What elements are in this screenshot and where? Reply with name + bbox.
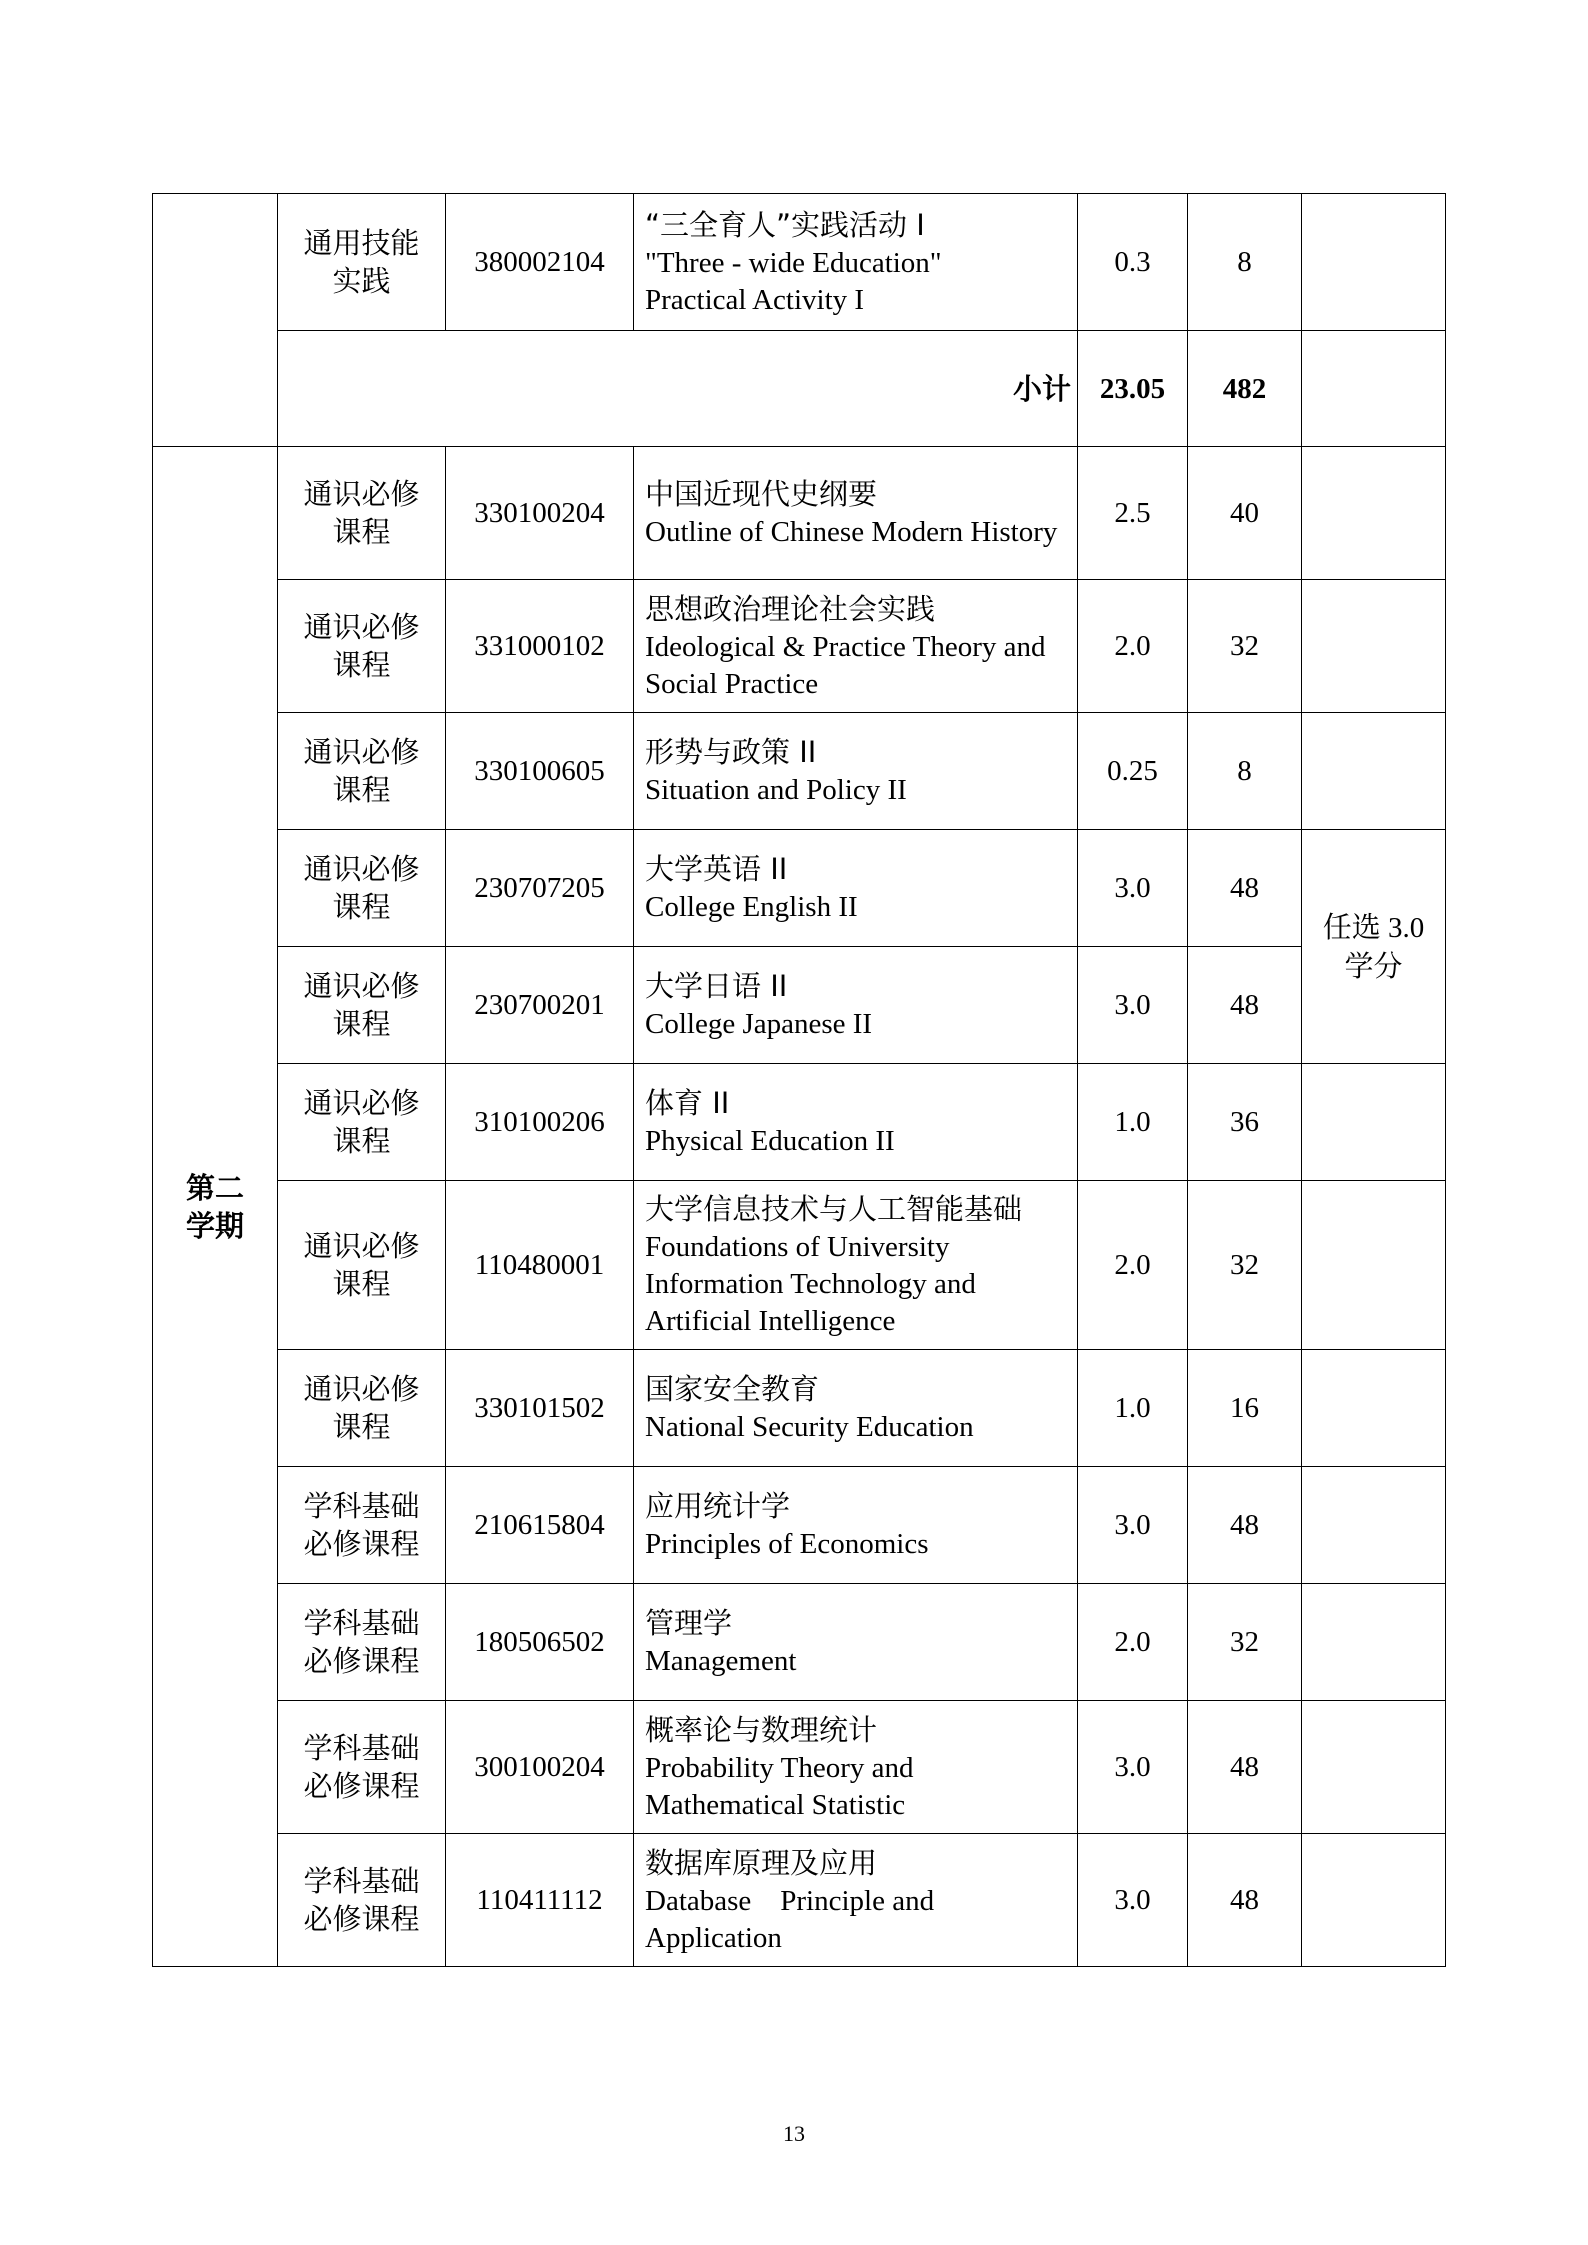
course-category: 通识必修课程 bbox=[278, 830, 446, 947]
course-code: 330100605 bbox=[446, 713, 634, 830]
course-hours: 32 bbox=[1188, 1584, 1302, 1701]
course-category: 通用技能实践 bbox=[278, 194, 446, 331]
course-name-zh: 概率论与数理统计 bbox=[645, 1712, 878, 1747]
course-category: 学科基础必修课程 bbox=[278, 1467, 446, 1584]
course-name-zh: 数据库原理及应用 bbox=[645, 1845, 878, 1880]
course-name-en: Management bbox=[645, 1645, 797, 1677]
semester-label-cell bbox=[153, 447, 278, 1967]
semester-two-body bbox=[153, 447, 1446, 1967]
course-name-zh: 管理学 bbox=[645, 1606, 733, 1640]
subtotal-row bbox=[153, 331, 1446, 447]
course-credits: 2.5 bbox=[1078, 447, 1188, 580]
course-name-en: Physical Education II bbox=[645, 1125, 895, 1157]
course-hours: 36 bbox=[1188, 1064, 1302, 1181]
course-code: 380002104 bbox=[446, 194, 634, 331]
table-row bbox=[153, 1350, 1446, 1467]
course-name bbox=[634, 1467, 1078, 1584]
table-row bbox=[153, 713, 1446, 830]
course-name-zh: 思想政治理论社会实践 bbox=[645, 591, 936, 626]
course-category: 学科基础必修课程 bbox=[278, 1701, 446, 1834]
subtotal-note bbox=[1302, 331, 1446, 447]
course-credits: 2.0 bbox=[1078, 1584, 1188, 1701]
course-category: 通识必修课程 bbox=[278, 1350, 446, 1467]
course-name-zh: “三全育人”实践活动 I bbox=[645, 207, 925, 242]
course-name bbox=[634, 194, 1078, 331]
elective-note-line-1: 任选 3.0 bbox=[1322, 911, 1425, 944]
course-credits: 3.0 bbox=[1078, 1467, 1188, 1584]
course-code: 180506502 bbox=[446, 1584, 634, 1701]
course-code: 230700201 bbox=[446, 947, 634, 1064]
course-name-en: Outline of Chinese Modern History bbox=[645, 516, 1058, 548]
course-category: 通识必修课程 bbox=[278, 447, 446, 580]
course-hours: 48 bbox=[1188, 830, 1302, 947]
course-code: 330100204 bbox=[446, 447, 634, 580]
semester-cell-previous bbox=[153, 194, 278, 447]
course-credits: 1.0 bbox=[1078, 1064, 1188, 1181]
course-credits: 3.0 bbox=[1078, 830, 1188, 947]
course-code: 230707205 bbox=[446, 830, 634, 947]
course-note bbox=[1302, 1701, 1446, 1834]
course-credits: 0.3 bbox=[1078, 194, 1188, 331]
table-row bbox=[153, 1834, 1446, 1967]
course-code: 210615804 bbox=[446, 1467, 634, 1584]
course-name-zh: 形势与政策 II bbox=[645, 735, 817, 769]
course-code: 110480001 bbox=[446, 1181, 634, 1350]
course-credits: 0.25 bbox=[1078, 713, 1188, 830]
course-category: 通识必修课程 bbox=[278, 1064, 446, 1181]
course-name bbox=[634, 580, 1078, 713]
course-code: 300100204 bbox=[446, 1701, 634, 1834]
course-credits: 3.0 bbox=[1078, 1834, 1188, 1967]
course-name-en: Principles of Economics bbox=[645, 1528, 929, 1560]
page-number: 13 bbox=[783, 2121, 805, 2146]
course-hours: 40 bbox=[1188, 447, 1302, 580]
table-row bbox=[153, 1467, 1446, 1584]
course-name-zh: 大学信息技术与人工智能基础 bbox=[645, 1192, 1023, 1226]
course-credits: 1.0 bbox=[1078, 1350, 1188, 1467]
course-name-zh: 体育 II bbox=[645, 1086, 730, 1120]
course-note bbox=[1302, 1834, 1446, 1967]
table-row bbox=[153, 194, 1446, 331]
course-name bbox=[634, 1701, 1078, 1834]
course-hours: 16 bbox=[1188, 1350, 1302, 1467]
table-row bbox=[153, 1181, 1446, 1350]
course-name bbox=[634, 1181, 1078, 1350]
elective-note bbox=[1302, 830, 1446, 1064]
course-name-zh: 中国近现代史纲要 bbox=[645, 477, 878, 511]
course-name-en: Database Principle and Application bbox=[645, 1884, 940, 1954]
course-note bbox=[1302, 1064, 1446, 1181]
course-code: 330101502 bbox=[446, 1350, 634, 1467]
course-name-en: Probability Theory and Mathematical Statistic bbox=[645, 1751, 921, 1821]
table-row bbox=[153, 447, 1446, 580]
course-name-en: College Japanese II bbox=[645, 1008, 873, 1040]
course-hours: 8 bbox=[1188, 713, 1302, 830]
course-note bbox=[1302, 713, 1446, 830]
course-hours: 48 bbox=[1188, 947, 1302, 1064]
course-note bbox=[1302, 1350, 1446, 1467]
course-hours: 48 bbox=[1188, 1467, 1302, 1584]
course-hours: 48 bbox=[1188, 1834, 1302, 1967]
course-note bbox=[1302, 194, 1446, 331]
course-credits: 3.0 bbox=[1078, 947, 1188, 1064]
course-note bbox=[1302, 447, 1446, 580]
course-name-en: Foundations of University Information Technology and Artificial Intelligence bbox=[645, 1231, 982, 1337]
course-hours: 32 bbox=[1188, 1181, 1302, 1350]
course-name bbox=[634, 830, 1078, 947]
course-category: 通识必修课程 bbox=[278, 1181, 446, 1350]
course-credits: 2.0 bbox=[1078, 580, 1188, 713]
course-name bbox=[634, 1350, 1078, 1467]
course-name-zh: 应用统计学 bbox=[645, 1489, 791, 1523]
course-note bbox=[1302, 1467, 1446, 1584]
table-row bbox=[153, 1584, 1446, 1701]
course-name-zh: 大学日语 II bbox=[645, 969, 788, 1003]
course-name bbox=[634, 1584, 1078, 1701]
course-code: 310100206 bbox=[446, 1064, 634, 1181]
subtotal-credits: 23.05 bbox=[1078, 331, 1188, 447]
course-name bbox=[634, 447, 1078, 580]
course-name-en: National Security Education bbox=[645, 1411, 974, 1443]
course-name bbox=[634, 1834, 1078, 1967]
course-note bbox=[1302, 1181, 1446, 1350]
course-category: 通识必修课程 bbox=[278, 580, 446, 713]
table-row bbox=[153, 830, 1446, 947]
subtotal-hours: 482 bbox=[1188, 331, 1302, 447]
course-name-en: College English II bbox=[645, 891, 858, 923]
course-category: 学科基础必修课程 bbox=[278, 1834, 446, 1967]
course-category: 学科基础必修课程 bbox=[278, 1584, 446, 1701]
course-name-en: "Three - wide Education" Practical Activity I bbox=[645, 246, 942, 316]
course-code: 331000102 bbox=[446, 580, 634, 713]
course-table bbox=[152, 193, 1446, 1967]
course-name bbox=[634, 713, 1078, 830]
table-row bbox=[153, 1064, 1446, 1181]
course-name bbox=[634, 1064, 1078, 1181]
table-row bbox=[153, 947, 1446, 1064]
course-name-zh: 大学英语 II bbox=[645, 852, 788, 886]
elective-note-line-2: 学分 bbox=[1344, 948, 1403, 983]
course-hours: 32 bbox=[1188, 580, 1302, 713]
course-credits: 2.0 bbox=[1078, 1181, 1188, 1350]
course-name-en: Situation and Policy II bbox=[645, 774, 907, 806]
subtotal-label: 小计 bbox=[278, 331, 1078, 447]
course-code: 110411112 bbox=[446, 1834, 634, 1967]
semester-label: 第二学期 bbox=[185, 1170, 244, 1243]
course-name-en: Ideological & Practice Theory and Social Practice bbox=[645, 630, 1053, 700]
course-name-zh: 国家安全教育 bbox=[645, 1372, 820, 1406]
table-row bbox=[153, 1701, 1446, 1834]
course-category: 通识必修课程 bbox=[278, 713, 446, 830]
course-name bbox=[634, 947, 1078, 1064]
course-credits: 3.0 bbox=[1078, 1701, 1188, 1834]
course-hours: 8 bbox=[1188, 194, 1302, 331]
table-row bbox=[153, 580, 1446, 713]
course-note bbox=[1302, 580, 1446, 713]
course-category: 通识必修课程 bbox=[278, 947, 446, 1064]
course-hours: 48 bbox=[1188, 1701, 1302, 1834]
course-note bbox=[1302, 1584, 1446, 1701]
